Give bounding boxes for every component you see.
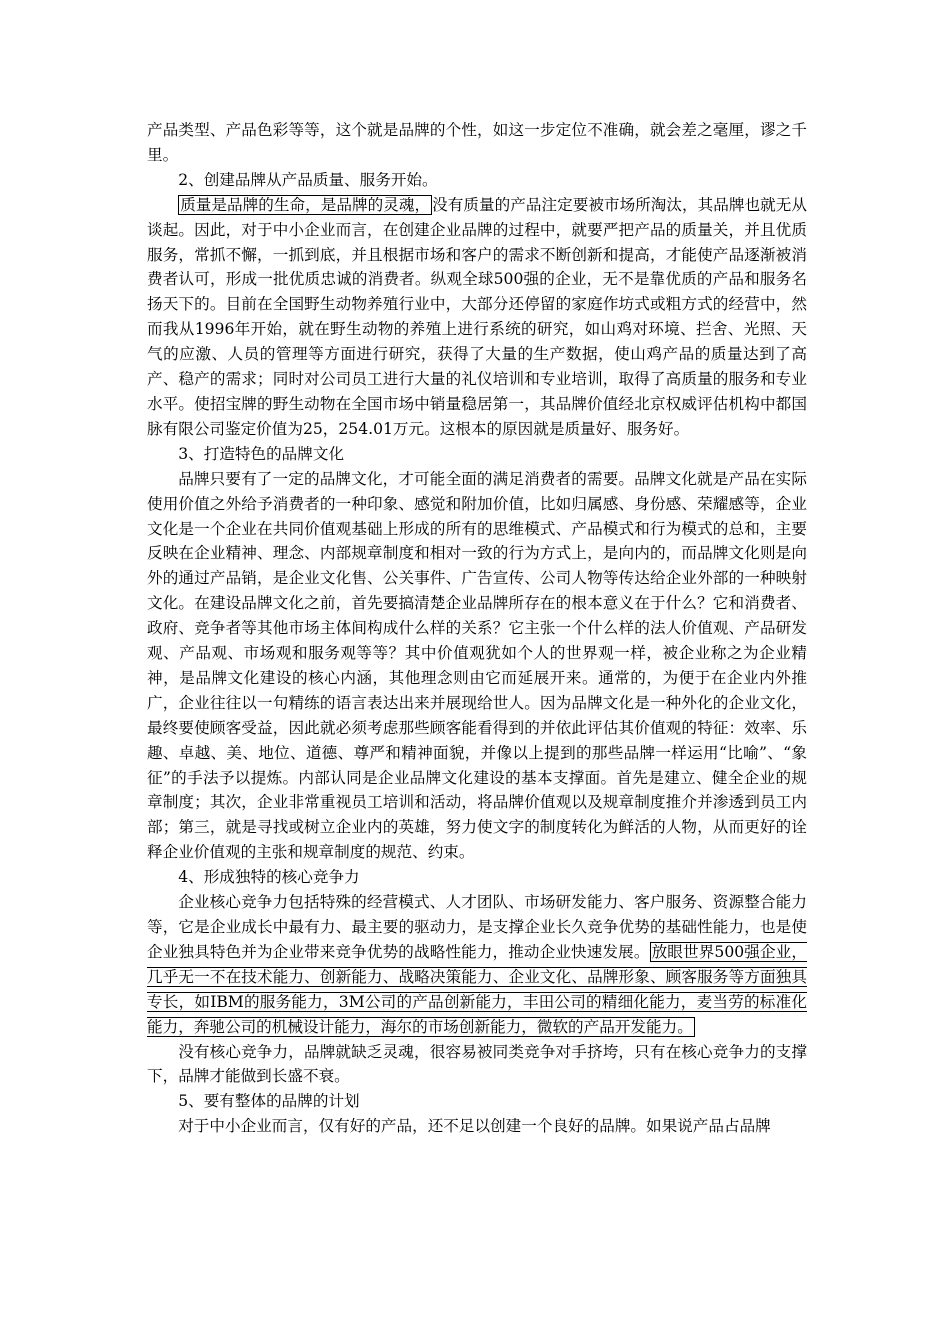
paragraph-quality-body: 没有质量的产品注定要被市场所淘汰，其品牌也就无从谈起。因此，对于中小企业而言，在创建企业品牌的过程中，就要严把产品的质量关，并且优质服务，常抓不懈，一抓到底，并且根据市场和客户的需求不断创新和提高，才能使产品逐渐被消费者认可，形成一批优质忠诚的消费者。纵观全球500强的企业，无不是靠优质的产品和服务名扬天下的。目前在全国野生动物养殖行业中，大部分还停留的家庭作坊式或粗方式的经营中，然而我从1996年开始，就在野生动物的养殖上进行系统的研究，如山鸡对环境、拦舍、光照、天气的应激、人员的管理等方面进行研究，获得了大量的生产数据，使山鸡产品的质量达到了高产、稳产的需求；同时对公司员工进行大量的礼仪培训和专业培训，取得了高质量的服务和专业水平。使招宝牌的野生动物在全国市场中销量稳居第一，其品牌价值经北京权威评估机构中都国脉有限公司鉴定价值为25，254.01万元。这根本的原因就是质量好、服务好。 <box>147 195 807 438</box>
paragraph-quality <box>147 193 807 442</box>
heading-quality-service: 2、创建品牌从产品质量、服务开始。 <box>178 170 438 189</box>
paragraph-no-core-competence: 没有核心竞争力，品牌就缺乏灵魂，很容易被同类竞争对手挤垮，只有在核心竞争力的支撑下，品牌才能做到长盛不衰。 <box>147 1042 807 1086</box>
document-page <box>147 118 807 1139</box>
paragraph-core-competence-body: 企业核心竞争力包括特殊的经营模式、人才团队、市场研发能力、客户服务、资源整合能力等，它是企业成长中最有力、最主要的驱动力，是支撑企业长久竞争优势的基础性能力，也是使企业独具特色并为企业带来竞争优势的战略性能力，推动企业快速发展。 <box>147 893 807 961</box>
paragraph-brand-plan: 对于中小企业而言，仅有好的产品，还不足以创建一个良好的品牌。如果说产品占品牌 <box>178 1117 771 1136</box>
paragraph-brand-culture: 品牌只要有了一定的品牌文化，才可能全面的满足消费者的需要。品牌文化就是产品在实际使用价值之外给予消费者的一种印象、感觉和附加价值，比如归属感、身份感、荣耀感等，企业文化是一个企业在共同价值观基础上形成的所有的思维模式、产品模式和行为模式的总和，主要反映在企业精神、理念、内部规章制度和相对一致的行为方式上，是向内的，而品牌文化则是向外的通过产品销，是企业文化售、公关事件、广告宣传、公司人物等传达给企业外部的一种映射文化。在建设品牌文化之前，首先要搞清楚企业品牌所存在的根本意义在于什么？它和消费者、政府、竞争者等其他市场主体间构成什么样的关系？它主张一个什么样的法人价值观、产品研发观、产品观、市场观和服务观等等？其中价值观犹如个人的世界观一样，被企业称之为企业精神，是品牌文化建设的核心内涵，其他理念则由它而延展开来。通常的，为便于在企业内外推广，企业往往以一句精练的语言表达出来并展现给世人。因为品牌文化是一种外化的企业文化，最终要使顾客受益，因此就必须考虑那些顾客能看得到的并依此评估其价值观的特征：效率、乐趣、卓越、美、地位、道德、尊严和精神面貌，并像以上提到的那些品牌一样运用“比喻”、“象征”的手法予以提炼。内部认同是企业品牌文化建设的基本支撑面。首先是建立、健全企业的规章制度；其次，企业非常重视员工培训和活动，将品牌价值观以及规章制度推介并渗透到员工内部；第三，就是寻找或树立企业内的英雄，努力使文字的制度转化为鲜活的人物，从而更好的诠释企业价值观的主张和规章制度的规范、约束。 <box>147 469 807 862</box>
heading-core-competence: 4、形成独特的核心竞争力 <box>178 868 360 887</box>
highlighted-quality-phrase: 质量是品牌的生命，是品牌的灵魂， <box>180 195 431 214</box>
heading-brand-culture: 3、打造特色的品牌文化 <box>178 444 345 463</box>
heading-brand-plan: 5、要有整体的品牌的计划 <box>178 1092 360 1111</box>
paragraph-core-competence <box>147 890 807 1039</box>
highlighted-top500-passage: 放眼世界500强企业，几乎无一不在技术能力、创新能力、战略决策能力、企业文化、品牌形象、顾客服务等方面独具专长，如IBM的服务能力，3M公司的产品创新能力，丰田公司的精细化能力，麦当劳的标准化能力，奔驰公司的机械设计能力，海尔的市场创新能力，微软的产品开发能力。 <box>147 942 807 1036</box>
paragraph-positioning-end: 产品类型、产品色彩等等，这个就是品牌的个性，如这一步定位不准确，就会差之毫厘，谬之千里。 <box>147 121 807 164</box>
